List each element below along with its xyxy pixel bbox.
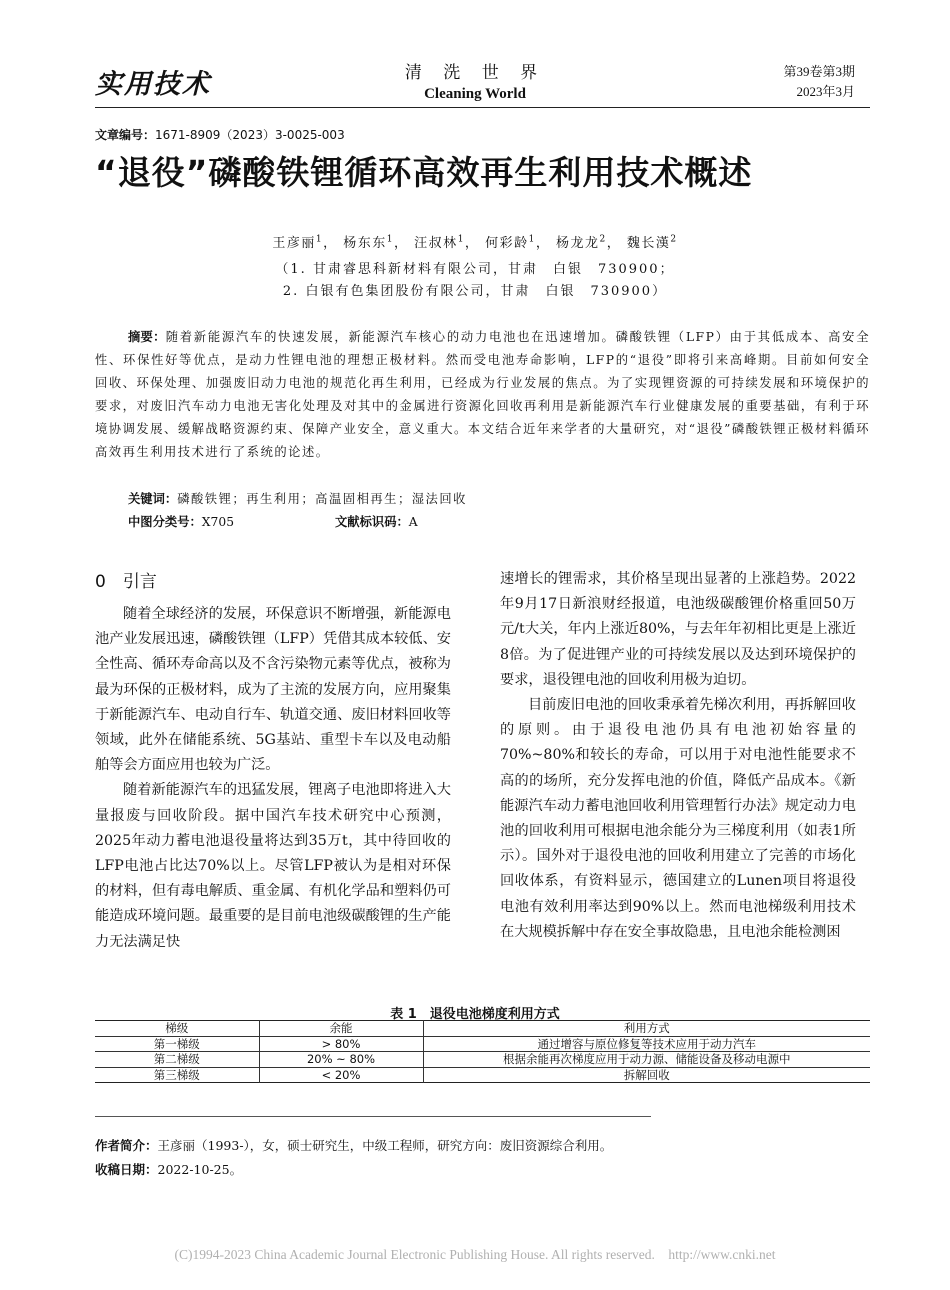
doc-code-value: A: [408, 515, 418, 529]
table-cell: > 80%: [259, 1036, 423, 1052]
table-header-cell: 余能: [259, 1021, 423, 1037]
header-rule: [95, 107, 870, 108]
author: 王彦丽: [272, 236, 316, 251]
author-list: 王彦丽$^1$， 杨东东$^1$， 汪叔林$^1$， 何彩龄$^1$， 杨龙龙$^2$， 魏长漢$^2$: [272, 234, 678, 251]
author-aff: 2: [670, 234, 678, 245]
section-heading-intro: 0 引言: [95, 572, 157, 592]
table-cell: 通过增容与原位修复等技术应用于动力汽车: [423, 1036, 870, 1052]
footnote-rule: [95, 1116, 651, 1117]
table-row: [95, 1036, 870, 1052]
abstract-label: 摘要：: [128, 330, 166, 344]
article-title: “退役”磷酸铁锂循环高效再生利用技术概述: [95, 153, 753, 192]
author-aff: 1: [386, 234, 395, 245]
document-code: [335, 512, 418, 530]
volume: 第39卷第3期: [783, 64, 855, 79]
table-cell: 第二梯级: [95, 1052, 259, 1068]
column-logo: 实用技术: [95, 69, 211, 100]
table-header-row: [95, 1021, 870, 1037]
issue-info: [783, 62, 855, 102]
author: 汪叔林: [414, 236, 458, 251]
table-cell: 拆解回收: [423, 1067, 870, 1083]
table-header-cell: 利用方式: [423, 1021, 870, 1037]
copyright-watermark: (C)1994-2023 China Academic Journal Electronic Publishing House. All rights reserved. http://www.cnki.net: [174, 1247, 776, 1262]
table-caption: 表 1 退役电池梯度利用方式: [390, 1007, 560, 1022]
received-date: [95, 1160, 242, 1178]
keywords-text: 磷酸铁锂；再生利用；高温固相再生；湿法回收: [177, 492, 467, 506]
paragraph: 速增长的锂需求，其价格呈现出显著的上涨趋势。2022年9月17日新浪财经报道，电池级碳酸锂价格重回50万元/t大关，年内上涨近80%，与去年年初相比更是上涨近8倍。为了促进锂产业的可持续发展以及达到环境保护的要求，退役锂电池的回收利用极为迫切。: [500, 571, 856, 688]
table-cell: 第一梯级: [95, 1036, 259, 1052]
paragraph: 目前废旧电池的回收秉承着先梯次利用，再拆解回收的原则。由于退役电池仍具有电池初始容量的70%~80%和较长的寿命，可以用于对电池性能要求不高的的场所，充分发挥电池的价值，降低产品成本。《新能源汽车动力蓄电池回收利用管理暂行办法》规定动力电池的回收利用可根据电池余能分为三梯度利用（如表1所示）。国外对于退役电池的回收利用建立了完善的市场化回收体系，有资料显示，德国建立的Lunen项目将退役电池有效利用率达到90%以上。然而电池梯级利用技术在大规模拆解中存在安全事故隐患，且电池余能检测困: [500, 697, 856, 940]
abstract-text: 随着新能源汽车的快速发展，新能源汽车核心的动力电池也在迅速增加。磷酸铁锂（LFP）由于其低成本、高安全性、环保性好等优点，是动力性锂电池的理想正极材料。然而受电池寿命影响，LFP的“退役”即将引来高峰期。目前如何安全回收、环保处理、加强废旧动力电池的规范化再生利用，已经成为行业发展的焦点。为了实现锂资源的可持续发展和环境保护的要求，对废旧汽车动力电池无害化处理及对其中的金属进行资源化回收再利用是新能源汽车行业健康发展的重要基础，有利于环境协调发展、缓解战略资源约束、保障产业安全，意义重大。本文结合近年来学者的大量研究，对“退役”磷酸铁锂正极材料循环高效再生利用技术进行了系统的论述。: [95, 330, 870, 459]
clc-label: 中图分类号：: [128, 515, 202, 529]
table-row: [95, 1052, 870, 1068]
author-bio-text: 王彦丽（1993-），女，硕士研究生，中级工程师，研究方向：废旧资源综合利用。: [157, 1138, 613, 1153]
article-number: [95, 126, 345, 143]
doc-code-label: 文献标识码：: [335, 515, 409, 529]
author-bio-label: 作者简介：: [95, 1138, 158, 1153]
keywords-label: 关键词：: [128, 492, 178, 506]
received-value: 2022-10-25。: [157, 1162, 243, 1177]
author-aff: 1: [315, 234, 324, 245]
article-number-label: 文章编号：: [95, 128, 156, 142]
clc-number: [128, 512, 234, 530]
article-number-value: 1671-8909（2023）3-0025-003: [155, 128, 345, 142]
author-bio: [95, 1136, 612, 1154]
author: 杨龙龙: [555, 236, 600, 251]
author-aff: 1: [528, 234, 536, 245]
table-cell: 20% ~ 80%: [259, 1052, 423, 1068]
table-cell: < 20%: [259, 1067, 423, 1083]
author: 魏长漢: [626, 236, 671, 251]
journal-name-en: Cleaning World: [424, 86, 526, 102]
journal-name-cn: 清 洗 世 界: [404, 63, 546, 83]
affiliation-1: （1. 甘肃睿思科新材料有限公司，甘肃 白银 730900；: [275, 262, 675, 277]
issue-date: 2023年3月: [796, 84, 855, 99]
abstract: [95, 326, 870, 464]
body-left-column: [95, 592, 451, 955]
received-label: 收稿日期：: [95, 1162, 158, 1177]
table-cell: 第三梯级: [95, 1067, 259, 1083]
body-right-column: [500, 567, 856, 945]
table-header-cell: 梯级: [95, 1021, 259, 1037]
keywords: [128, 489, 467, 507]
author: 何彩龄: [485, 236, 529, 251]
clc-value: X705: [201, 515, 235, 529]
table-row: [95, 1067, 870, 1083]
paragraph: 随着全球经济的发展，环保意识不断增强，新能源电池产业发展迅速，磷酸铁锂（LFP）凭借其成本较低、安全性高、循环寿命高以及不含污染物元素等优点，被称为最为环保的正极材料，成为了主流的发展方向，应用聚集于新能源汽车、电动自行车、轨道交通、废旧材料回收等领域，此外在储能系统、5G基站、重型卡车以及电动船舶等会方面应用也较为广泛。: [95, 606, 451, 774]
table-1: [95, 1020, 870, 1083]
paragraph: 随着新能源汽车的迅猛发展，锂离子电池即将进入大量报废与回收阶段。据中国汽车技术研究中心预测，2025年动力蓄电池退役量将达到35万t，其中待回收的LFP电池占比达70%以上。尽管LFP被认为是相对环保的材料，但有毒电解质、重金属、有机化学品和塑料仍可能造成环境问题。最重要的是目前电池级碳酸锂的生产能力无法满足快: [95, 782, 451, 950]
author: 杨东东: [343, 236, 387, 251]
author-aff: 2: [599, 234, 607, 245]
table-cell: 根据余能再次梯度应用于动力源、储能设备及移动电源中: [423, 1052, 870, 1068]
author-aff: 1: [457, 234, 465, 245]
affiliation-2: 2. 白银有色集团股份有限公司，甘肃 白银 730900）: [282, 284, 668, 299]
